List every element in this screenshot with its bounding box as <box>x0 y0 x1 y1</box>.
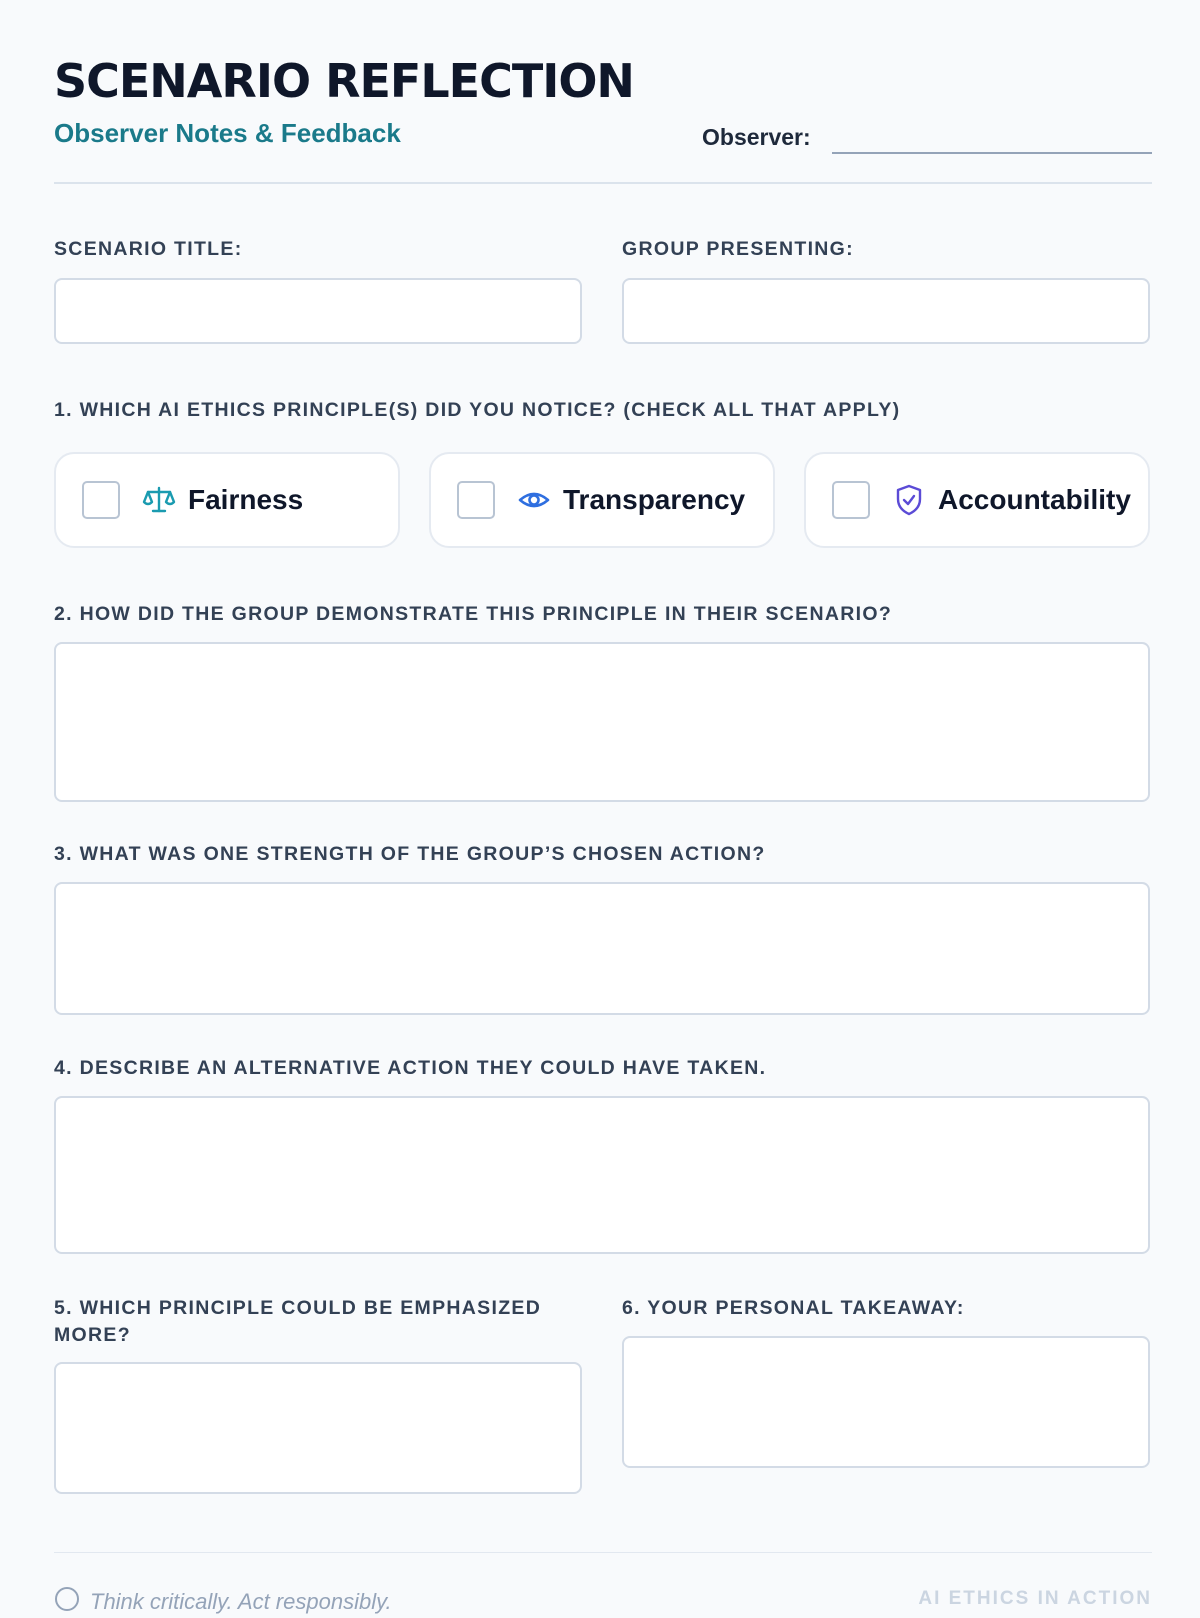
question-1-label: 1. WHICH AI ETHICS PRINCIPLE(S) DID YOU NOTICE? (CHECK ALL THAT APPLY) <box>54 399 901 421</box>
question-3-answer-field[interactable] <box>54 882 1150 1015</box>
fairness-checkbox[interactable] <box>82 481 120 519</box>
scenario-title-label: SCENARIO TITLE: <box>54 238 243 260</box>
scales-icon <box>142 483 176 517</box>
principle-option-transparency[interactable] <box>429 452 775 548</box>
observer-name-line[interactable] <box>832 152 1152 154</box>
shield-check-icon <box>892 483 926 517</box>
accountability-label: Accountability <box>938 484 1131 515</box>
footer-divider <box>54 1552 1152 1553</box>
question-3-label: 3. WHAT WAS ONE STRENGTH OF THE GROUP’S CHOSEN ACTION? <box>54 843 766 865</box>
principle-option-accountability[interactable] <box>804 452 1150 548</box>
question-5-label: 5. WHICH PRINCIPLE COULD BE EMPHASIZED MORE? <box>54 1297 542 1346</box>
transparency-checkbox[interactable] <box>457 481 495 519</box>
group-presenting-label: GROUP PRESENTING: <box>622 238 854 260</box>
question-4-answer-field[interactable] <box>54 1096 1150 1254</box>
footer-tagline-text: Think critically. Act responsibly. <box>90 1589 392 1614</box>
footer-brand: AI ETHICS IN ACTION <box>918 1588 1152 1609</box>
info-circle-icon <box>54 1586 80 1618</box>
page-subtitle: Observer Notes & Feedback <box>54 118 401 148</box>
principle-option-fairness[interactable] <box>54 452 400 548</box>
accountability-checkbox[interactable] <box>832 481 870 519</box>
question-5-answer-field[interactable] <box>54 1362 582 1494</box>
fairness-label: Fairness <box>188 484 304 515</box>
header-divider <box>54 182 1152 184</box>
observer-label: Observer: <box>702 124 811 150</box>
question-4-label: 4. DESCRIBE AN ALTERNATIVE ACTION THEY COULD HAVE TAKEN. <box>54 1057 767 1079</box>
question-6-label: 6. YOUR PERSONAL TAKEAWAY: <box>622 1297 965 1319</box>
question-6-answer-field[interactable] <box>622 1336 1150 1468</box>
page-title: SCENARIO REFLECTION <box>54 54 634 108</box>
footer-tagline <box>54 1586 392 1618</box>
question-2-label: 2. HOW DID THE GROUP DEMONSTRATE THIS PRINCIPLE IN THEIR SCENARIO? <box>54 603 893 625</box>
question-2-answer-field[interactable] <box>54 642 1150 802</box>
eye-icon <box>517 483 551 517</box>
scenario-title-field[interactable] <box>54 278 582 344</box>
group-presenting-field[interactable] <box>622 278 1150 344</box>
transparency-label: Transparency <box>563 484 746 515</box>
